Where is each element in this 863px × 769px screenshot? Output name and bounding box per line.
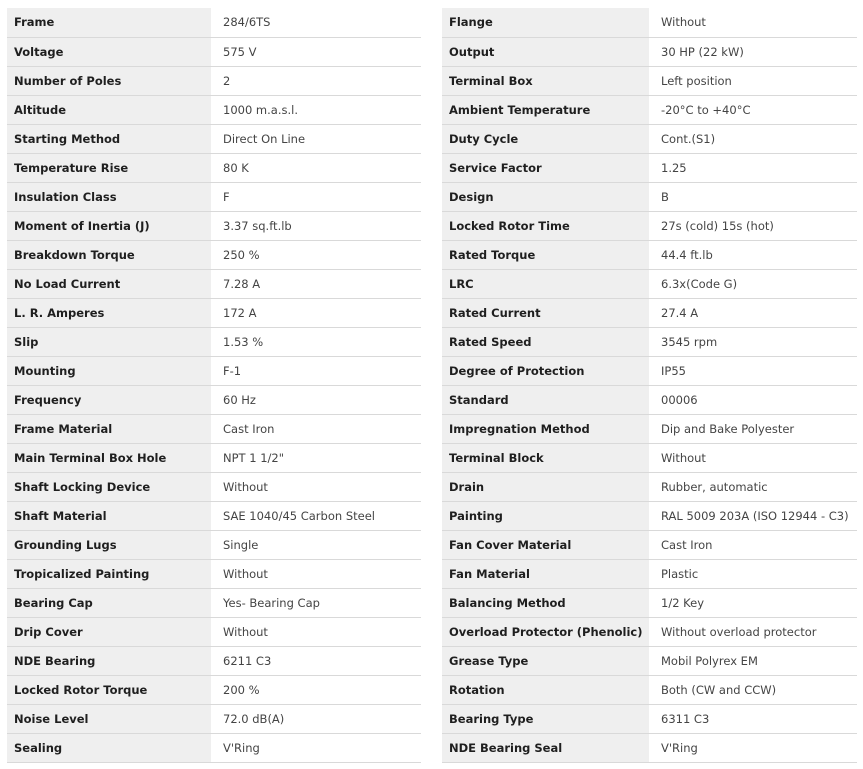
spec-label: No Load Current [7,269,211,298]
spec-label: L. R. Amperes [7,298,211,327]
spec-row-right-fan-material [442,559,857,588]
spec-label: Painting [442,501,649,530]
spec-value: 1.25 [649,153,857,182]
spec-label: Breakdown Torque [7,240,211,269]
spec-value: Cont.(S1) [649,124,857,153]
spec-value: IP55 [649,356,857,385]
spec-label: Terminal Block [442,443,649,472]
spec-row-right-painting [442,501,857,530]
spec-label: Rotation [442,675,649,704]
spec-label: Design [442,182,649,211]
spec-value: 44.4 ft.lb [649,240,857,269]
spec-value: 2 [211,66,421,95]
spec-label: Frequency [7,385,211,414]
spec-value: Single [211,530,421,559]
spec-label: Insulation Class [7,182,211,211]
spec-value: Both (CW and CCW) [649,675,857,704]
spec-row-right-duty-cycle [442,124,857,153]
spec-row-left-l-r-amperes [7,298,421,327]
spec-row-left-grounding-lugs [7,530,421,559]
spec-row-left-frame [7,8,421,37]
spec-label: Rated Torque [442,240,649,269]
spec-value: Dip and Bake Polyester [649,414,857,443]
spec-value: 00006 [649,385,857,414]
spec-row-right-rated-torque [442,240,857,269]
spec-value: Without [649,8,857,37]
spec-label: Overload Protector (Phenolic) [442,617,649,646]
spec-row-right-service-factor [442,153,857,182]
spec-table-left-body [7,8,421,762]
spec-row-left-bearing-cap [7,588,421,617]
spec-value: 6311 C3 [649,704,857,733]
spec-value: NPT 1 1/2" [211,443,421,472]
spec-value: 6211 C3 [211,646,421,675]
spec-row-left-temperature-rise [7,153,421,182]
spec-row-left-main-terminal-box-hole [7,443,421,472]
spec-label: Grounding Lugs [7,530,211,559]
spec-label: Noise Level [7,704,211,733]
spec-row-right-grease-type [442,646,857,675]
spec-value: -20°C to +40°C [649,95,857,124]
spec-row-left-nde-bearing [7,646,421,675]
spec-value: 30 HP (22 kW) [649,37,857,66]
spec-value: Cast Iron [649,530,857,559]
spec-label: Fan Material [442,559,649,588]
spec-row-right-impregnation-method [442,414,857,443]
spec-value: 284/6TS [211,8,421,37]
spec-row-right-design [442,182,857,211]
spec-row-left-no-load-current [7,269,421,298]
spec-label: Voltage [7,37,211,66]
spec-row-left-insulation-class [7,182,421,211]
spec-row-left-altitude [7,95,421,124]
spec-row-right-drain [442,472,857,501]
spec-label: NDE Bearing [7,646,211,675]
spec-label: Rated Current [442,298,649,327]
spec-value: 60 Hz [211,385,421,414]
spec-row-left-starting-method [7,124,421,153]
spec-label: Main Terminal Box Hole [7,443,211,472]
spec-label: Fan Cover Material [442,530,649,559]
spec-row-left-drip-cover [7,617,421,646]
spec-label: Output [442,37,649,66]
spec-label: Locked Rotor Time [442,211,649,240]
spec-table-right-body [442,8,857,762]
spec-value: RAL 5009 203A (ISO 12944 - C3) [649,501,857,530]
spec-value: Cast Iron [211,414,421,443]
spec-row-left-shaft-material [7,501,421,530]
spec-label: Moment of Inertia (J) [7,211,211,240]
spec-value: Plastic [649,559,857,588]
spec-value: F [211,182,421,211]
spec-row-right-lrc [442,269,857,298]
spec-row-left-moment-of-inertia-j [7,211,421,240]
spec-value: Left position [649,66,857,95]
spec-label: Duty Cycle [442,124,649,153]
spec-value: 172 A [211,298,421,327]
spec-row-left-number-of-poles [7,66,421,95]
spec-label: Sealing [7,733,211,762]
spec-value: 1/2 Key [649,588,857,617]
spec-label: Standard [442,385,649,414]
spec-label: Frame [7,8,211,37]
spec-label: Bearing Type [442,704,649,733]
spec-value: 27.4 A [649,298,857,327]
spec-label: Mounting [7,356,211,385]
spec-row-right-rotation [442,675,857,704]
spec-value: Rubber, automatic [649,472,857,501]
spec-row-right-overload-protector-phenolic [442,617,857,646]
spec-label: LRC [442,269,649,298]
spec-label: Terminal Box [442,66,649,95]
spec-value: V'Ring [649,733,857,762]
spec-row-left-breakdown-torque [7,240,421,269]
spec-row-right-nde-bearing-seal [442,733,857,762]
spec-label: Temperature Rise [7,153,211,182]
spec-value: V'Ring [211,733,421,762]
spec-row-right-output [442,37,857,66]
spec-label: Grease Type [442,646,649,675]
spec-row-right-standard [442,385,857,414]
spec-value: 1.53 % [211,327,421,356]
spec-value: Mobil Polyrex EM [649,646,857,675]
spec-value: 3.37 sq.ft.lb [211,211,421,240]
spec-label: Slip [7,327,211,356]
spec-value: Without [211,472,421,501]
spec-value: Without [649,443,857,472]
spec-label: Starting Method [7,124,211,153]
spec-label: NDE Bearing Seal [442,733,649,762]
spec-value: 80 K [211,153,421,182]
spec-label: Flange [442,8,649,37]
spec-label: Service Factor [442,153,649,182]
spec-value: 200 % [211,675,421,704]
spec-label: Drip Cover [7,617,211,646]
spec-row-left-mounting [7,356,421,385]
spec-row-right-rated-current [442,298,857,327]
spec-row-right-degree-of-protection [442,356,857,385]
spec-row-left-voltage [7,37,421,66]
spec-row-right-flange [442,8,857,37]
spec-label: Ambient Temperature [442,95,649,124]
spec-value: 3545 rpm [649,327,857,356]
spec-value: Without overload protector [649,617,857,646]
spec-value: 6.3x(Code G) [649,269,857,298]
spec-table-left [7,8,421,763]
spec-value: 7.28 A [211,269,421,298]
spec-value: Yes- Bearing Cap [211,588,421,617]
spec-row-right-ambient-temperature [442,95,857,124]
spec-row-right-balancing-method [442,588,857,617]
spec-value: Without [211,617,421,646]
spec-row-left-sealing [7,733,421,762]
spec-label: Shaft Locking Device [7,472,211,501]
spec-value: 27s (cold) 15s (hot) [649,211,857,240]
spec-value: Without [211,559,421,588]
spec-label: Bearing Cap [7,588,211,617]
spec-value: 72.0 dB(A) [211,704,421,733]
spec-row-right-rated-speed [442,327,857,356]
spec-table-right [442,8,857,763]
spec-row-right-fan-cover-material [442,530,857,559]
spec-label: Number of Poles [7,66,211,95]
spec-row-left-slip [7,327,421,356]
spec-value: SAE 1040/45 Carbon Steel [211,501,421,530]
spec-label: Locked Rotor Torque [7,675,211,704]
spec-row-right-bearing-type [442,704,857,733]
spec-row-left-locked-rotor-torque [7,675,421,704]
spec-value: F-1 [211,356,421,385]
spec-label: Balancing Method [442,588,649,617]
spec-row-left-frequency [7,385,421,414]
spec-label: Impregnation Method [442,414,649,443]
spec-value: 1000 m.a.s.l. [211,95,421,124]
spec-label: Frame Material [7,414,211,443]
spec-value: 250 % [211,240,421,269]
spec-row-left-shaft-locking-device [7,472,421,501]
spec-value: 575 V [211,37,421,66]
spec-row-left-noise-level [7,704,421,733]
spec-label: Altitude [7,95,211,124]
spec-row-left-frame-material [7,414,421,443]
spec-label: Drain [442,472,649,501]
spec-value: Direct On Line [211,124,421,153]
spec-label: Tropicalized Painting [7,559,211,588]
spec-label: Rated Speed [442,327,649,356]
spec-row-left-tropicalized-painting [7,559,421,588]
spec-row-right-locked-rotor-time [442,211,857,240]
spec-label: Degree of Protection [442,356,649,385]
spec-row-right-terminal-box [442,66,857,95]
spec-value: B [649,182,857,211]
spec-label: Shaft Material [7,501,211,530]
spec-row-right-terminal-block [442,443,857,472]
